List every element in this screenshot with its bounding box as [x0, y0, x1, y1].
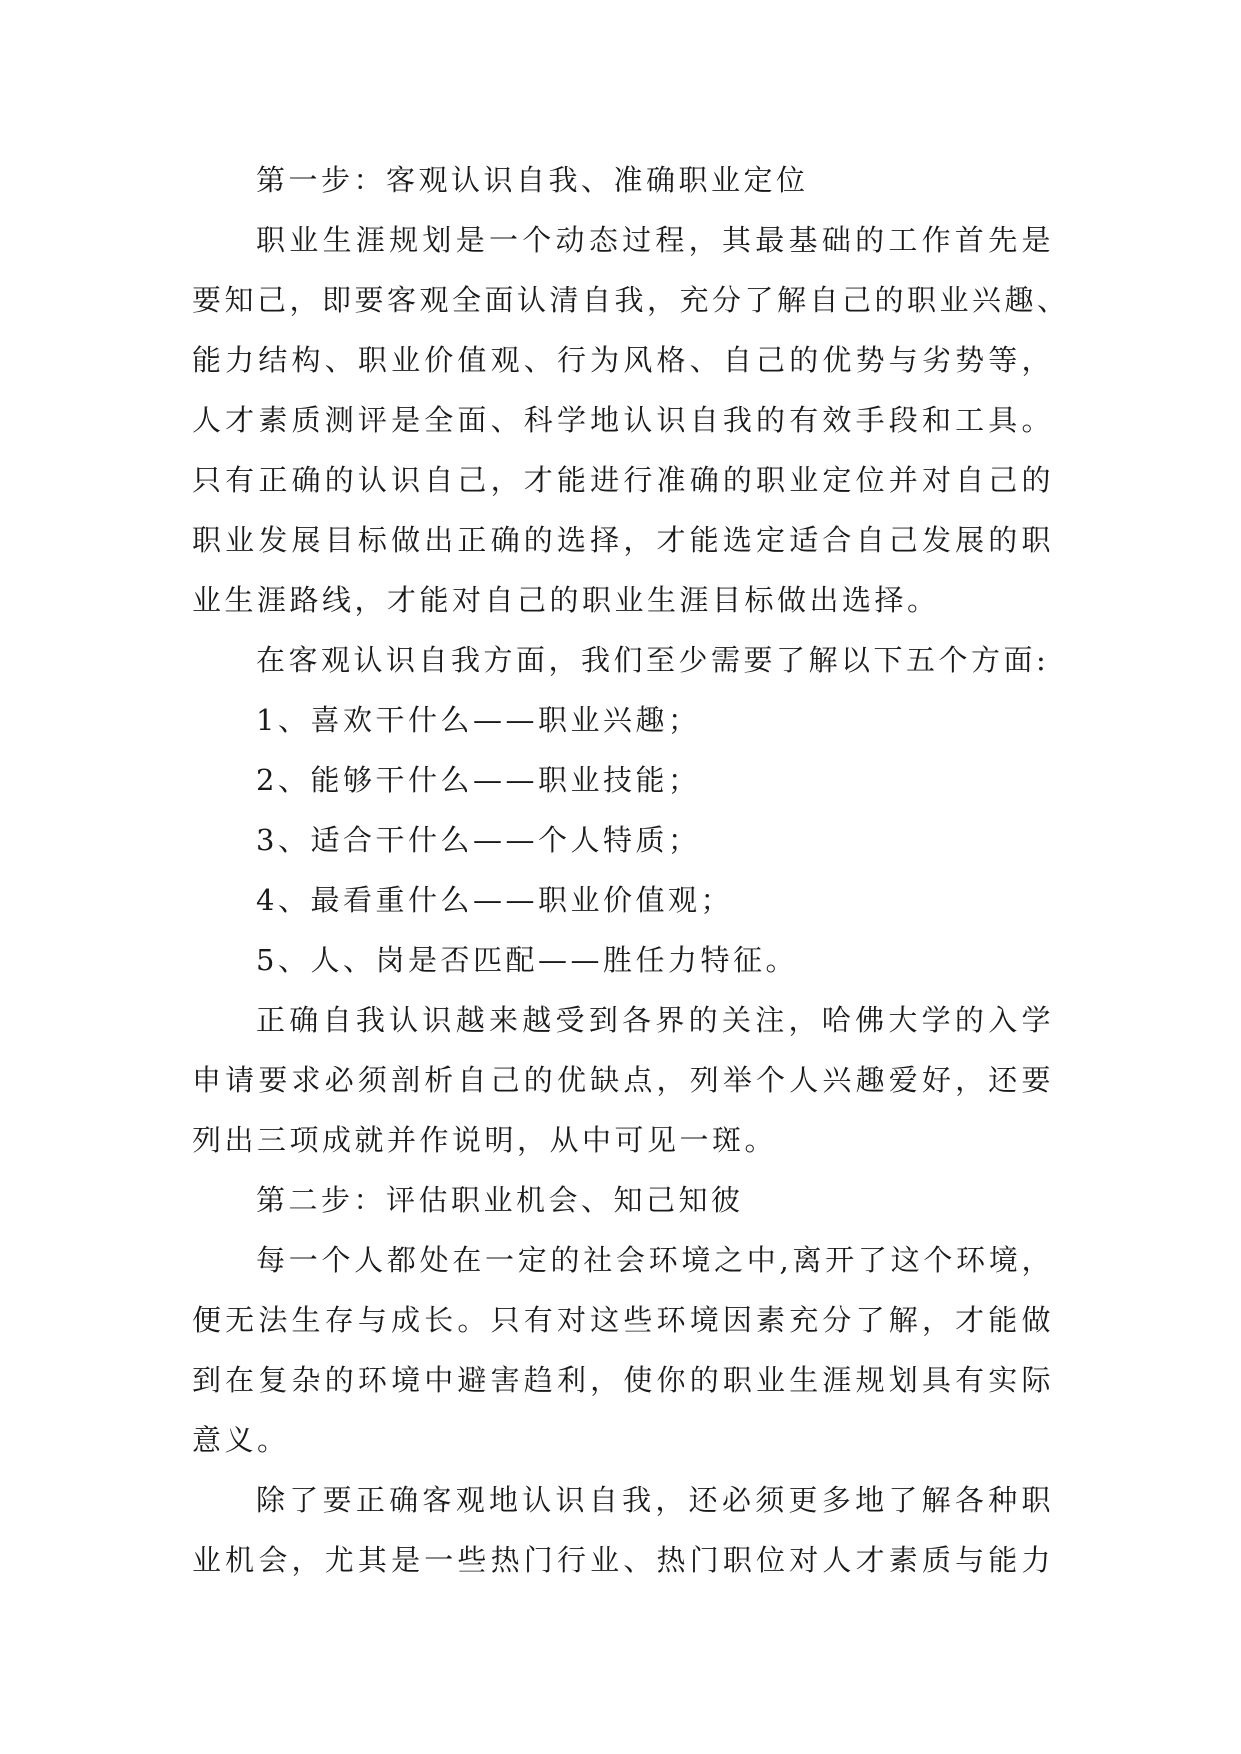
paragraph-line: 职业发展目标做出正确的选择，才能选定适合自己发展的职: [192, 523, 1054, 557]
paragraph-line: 到在复杂的环境中避害趋利，使你的职业生涯规划具有实际: [192, 1363, 1054, 1397]
list-item: 4、最看重什么——职业价值观；: [256, 883, 733, 917]
list-item: 2、能够干什么——职业技能；: [256, 763, 701, 797]
paragraph-line: 列出三项成就并作说明，从中可见一斑。: [192, 1123, 778, 1157]
paragraph-line: 在客观认识自我方面，我们至少需要了解以下五个方面:: [256, 643, 1050, 677]
heading-step-two: 第二步：评估职业机会、知己知彼: [256, 1183, 744, 1217]
paragraph-line: 申请要求必须剖析自己的优缺点，列举个人兴趣爱好，还要: [192, 1063, 1054, 1097]
paragraph-line: 业生涯路线，才能对自己的职业生涯目标做出选择。: [192, 583, 940, 617]
paragraph-line: 便无法生存与成长。只有对这些环境因素充分了解，才能做: [192, 1303, 1054, 1337]
paragraph-line: 人才素质测评是全面、科学地认识自我的有效手段和工具。: [192, 403, 1054, 437]
paragraph-line: 职业生涯规划是一个动态过程，其最基础的工作首先是: [256, 223, 1054, 257]
paragraph-line: 意义。: [192, 1423, 290, 1457]
list-item: 1、喜欢干什么——职业兴趣；: [256, 703, 701, 737]
paragraph-line: 能力结构、职业价值观、行为风格、自己的优势与劣势等，: [192, 343, 1054, 377]
heading-step-one: 第一步：客观认识自我、准确职业定位: [256, 163, 809, 197]
paragraph-line: 除了要正确客观地认识自我，还必须更多地了解各种职: [256, 1483, 1054, 1517]
paragraph-line: 要知己，即要客观全面认清自我，充分了解自己的职业兴趣、: [192, 283, 1070, 317]
paragraph-line: 每一个人都处在一定的社会环境之中,离开了这个环境，: [256, 1243, 1054, 1277]
list-item: 3、适合干什么——个人特质；: [256, 823, 701, 857]
paragraph-line: 只有正确的认识自己，才能进行准确的职业定位并对自己的: [192, 463, 1054, 497]
document-page: [192, 150, 1070, 1590]
paragraph-line: 业机会，尤其是一些热门行业、热门职位对人才素质与能力: [192, 1543, 1054, 1577]
paragraph-line: 正确自我认识越来越受到各界的关注，哈佛大学的入学: [256, 1003, 1054, 1037]
list-item: 5、人、岗是否匹配——胜任力特征。: [256, 943, 798, 977]
